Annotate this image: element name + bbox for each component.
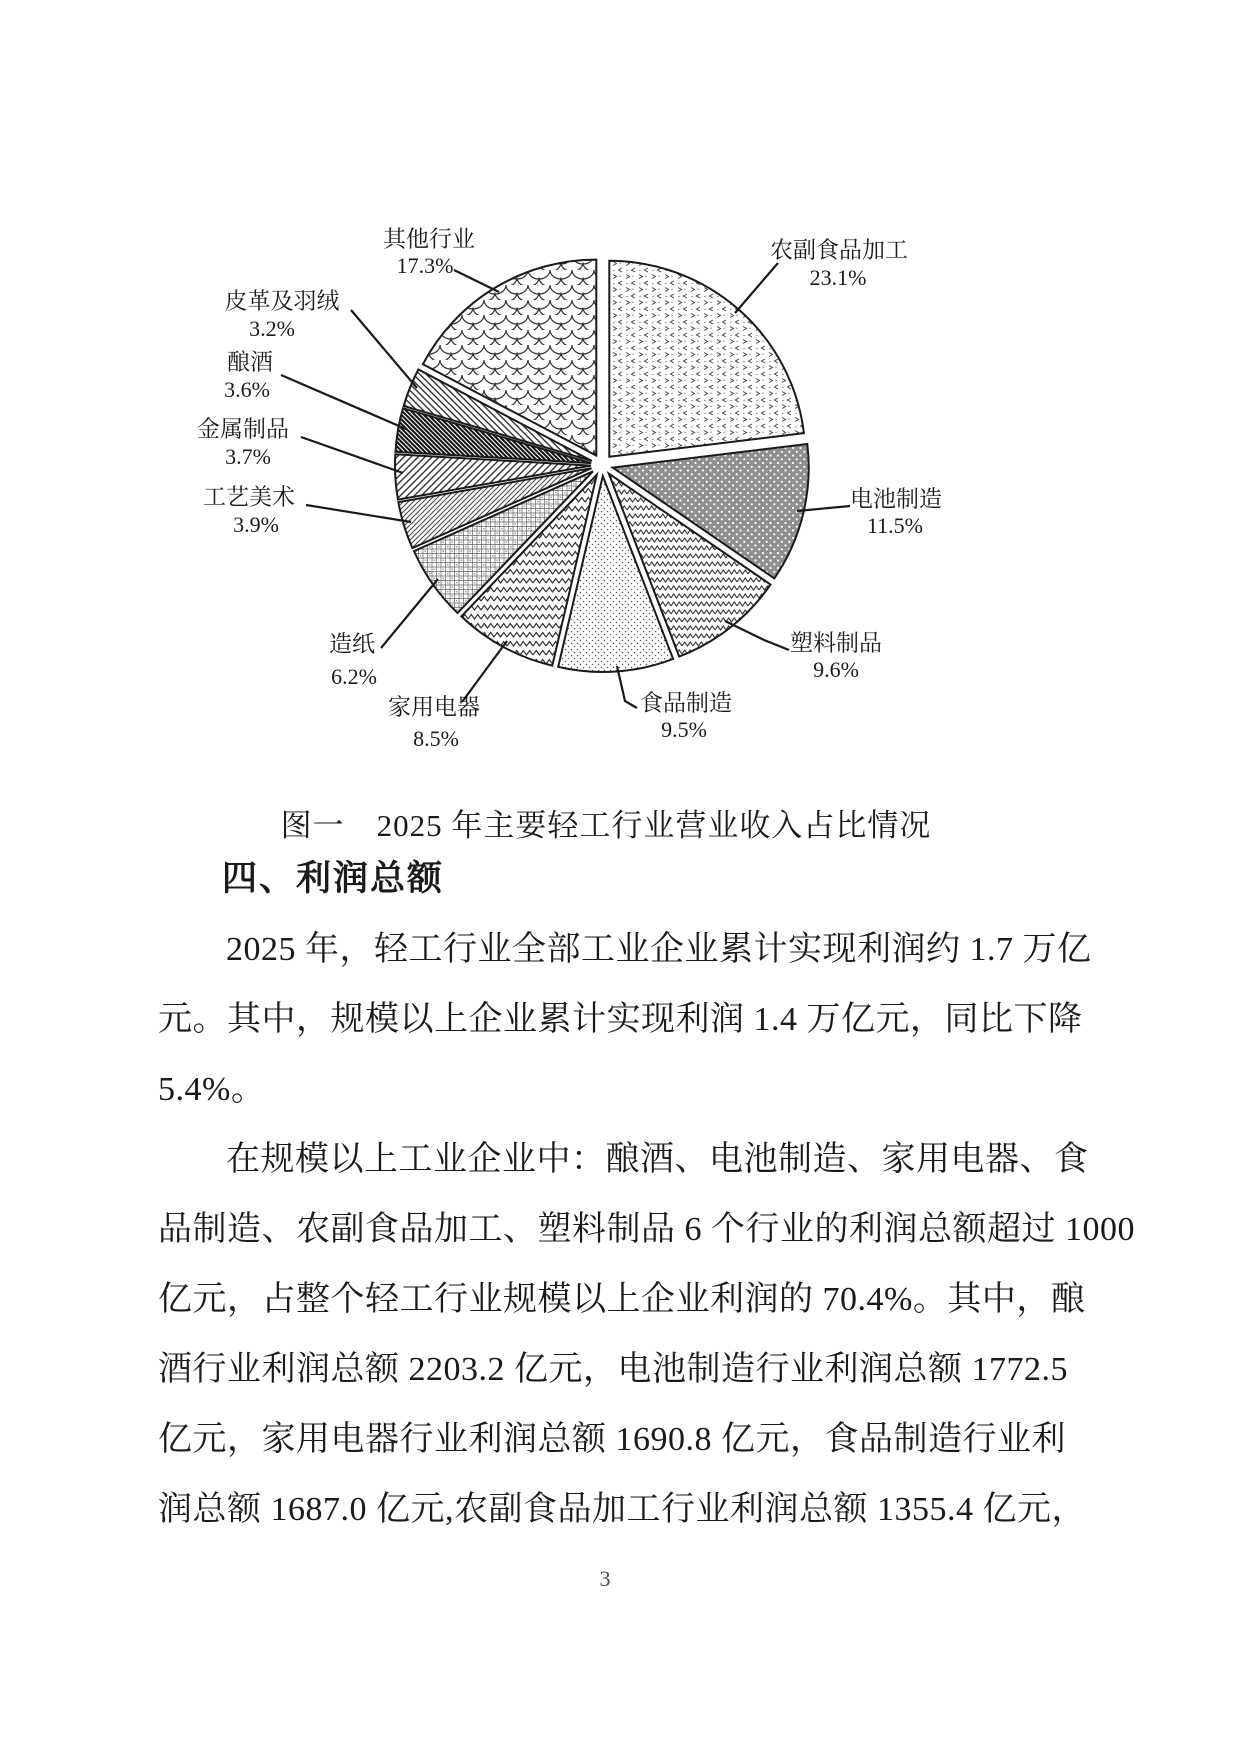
leader-line — [351, 310, 417, 388]
body-line: 酒行业利润总额 2203.2 亿元，电池制造行业利润总额 1772.5 — [158, 1351, 1068, 1388]
slice-label: 农副食品加工 — [770, 237, 908, 263]
pie-chart — [0, 0, 1240, 780]
slice-label: 家用电器 — [388, 694, 480, 720]
body-line: 亿元，占整个轻工行业规模以上企业利润的 70.4%。其中，酿 — [158, 1281, 1086, 1318]
section-heading: 四、利润总额 — [222, 859, 445, 898]
slice-label: 其他行业 — [383, 226, 475, 252]
slice-label: 酿酒 — [227, 349, 273, 375]
slice-label: 塑料制品 — [790, 630, 882, 656]
slice-label: 电池制造 — [850, 486, 942, 512]
body-line: 2025 年，轻工行业全部工业企业累计实现利润约 1.7 万亿 — [226, 931, 1092, 968]
leader-line — [301, 437, 403, 473]
slice-pct: 8.5% — [413, 726, 459, 752]
slice-label: 工艺美术 — [203, 484, 295, 510]
slice-pct: 11.5% — [866, 513, 924, 539]
slice-pct: 23.1% — [809, 265, 867, 291]
leader-line — [725, 621, 789, 650]
figure-caption: 图一 2025 年主要轻工行业营业收入占比情况 — [280, 808, 932, 843]
slice-label: 皮革及羽绒 — [224, 288, 340, 314]
leader-line — [306, 505, 411, 522]
leader-line — [454, 270, 499, 292]
body-line: 元。其中，规模以上企业累计实现利润 1.4 万亿元，同比下降 — [158, 1001, 1083, 1038]
leader-line — [381, 579, 438, 648]
slice-pct: 9.6% — [813, 657, 859, 683]
slice-pct: 6.2% — [331, 664, 377, 690]
slice-pct: 3.2% — [249, 316, 295, 342]
slice-label: 食品制造 — [640, 690, 732, 716]
body-line: 5.4%。 — [158, 1071, 266, 1108]
leader-line — [735, 263, 778, 313]
body-line: 润总额 1687.0 亿元,农副食品加工行业利润总额 1355.4 亿元， — [158, 1491, 1086, 1528]
leader-line — [462, 641, 507, 702]
slice-pct: 3.6% — [224, 377, 270, 403]
body-line: 在规模以上工业企业中：酿酒、电池制造、家用电器、食 — [226, 1141, 1089, 1178]
body-line: 品制造、农副食品加工、塑料制品 6 个行业的利润总额超过 1000 — [158, 1211, 1135, 1248]
slice-pct: 17.3% — [396, 253, 454, 279]
slice-pct: 3.9% — [233, 512, 279, 538]
slice-label: 金属制品 — [197, 416, 289, 442]
body-line: 亿元，家用电器行业利润总额 1690.8 亿元，食品制造行业利 — [158, 1421, 1066, 1458]
pie-slice-农副食品加工 — [609, 261, 804, 457]
page-number: 3 — [599, 1566, 611, 1591]
slice-pct: 3.7% — [225, 444, 271, 470]
slice-label: 造纸 — [329, 631, 375, 657]
leader-line — [281, 375, 406, 429]
slice-pct: 9.5% — [661, 717, 707, 743]
